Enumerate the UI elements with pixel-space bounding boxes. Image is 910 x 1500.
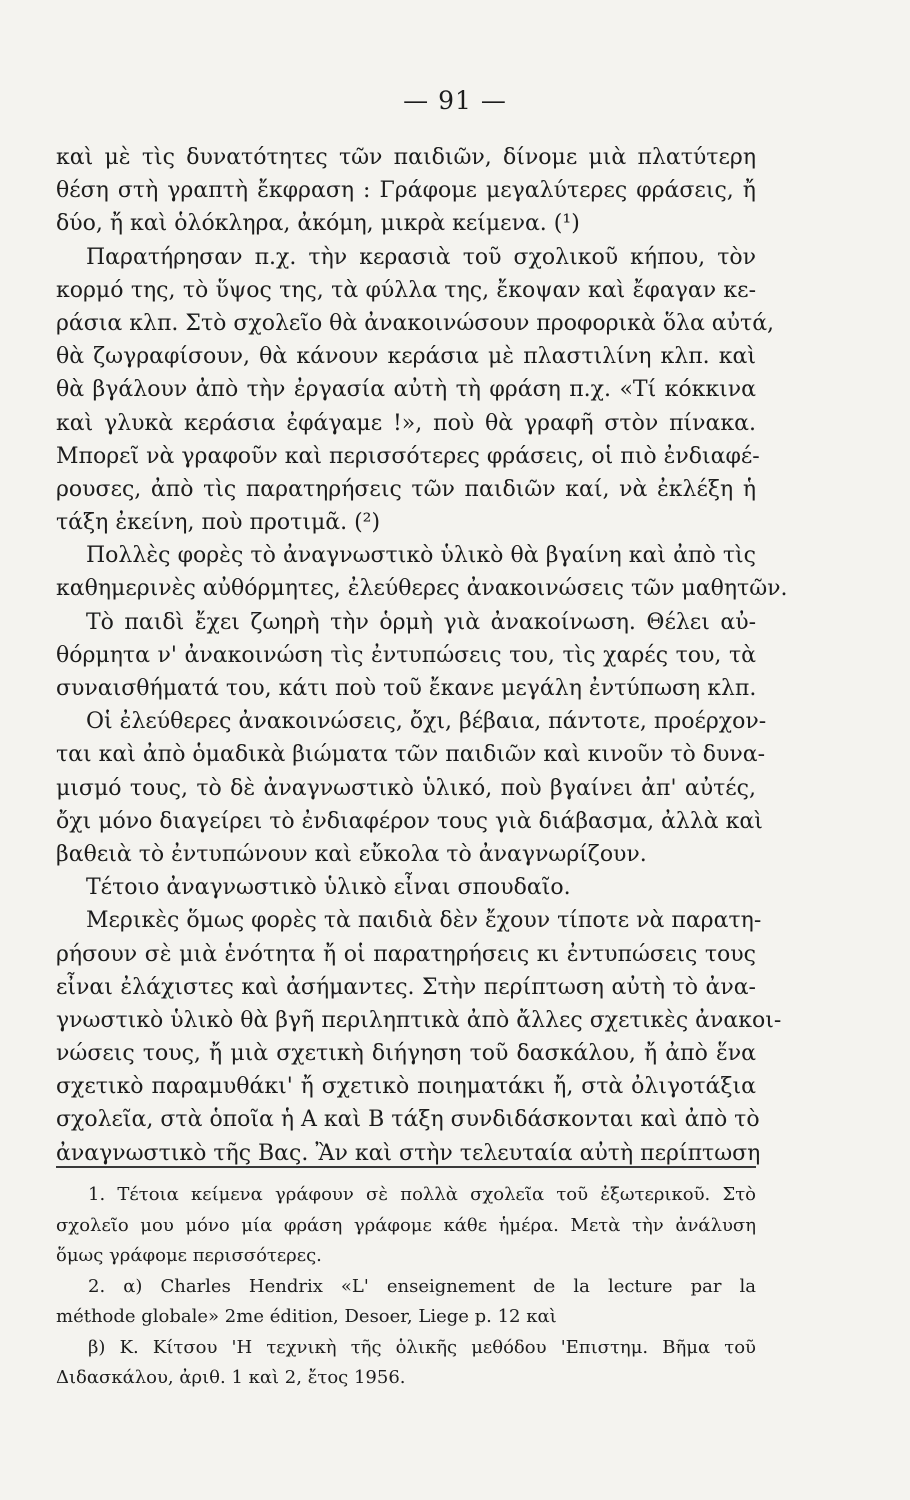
footnotes [56,1180,756,1394]
footnote-line: β) Κ. Κίτσου 'Η τεχνικὴ τῆς ὁλικῆς μεθόδου 'Επιστημ. Βῆμα τοῦ [88,1336,756,1358]
text-line: βαθειὰ τὸ ἐντυπώνουν καὶ εὔκολα τὸ ἀναγνωρίζουν. [56,841,647,867]
text-line: ὄχι μόνο διαγείρει τὸ ἐνδιαφέρον τους γιὰ διάβασμα, ἀλλὰ καὶ [56,808,763,834]
footnote-line: 1. Τέτοια κείμενα γράφουν σὲ πολλὰ σχολεῖα τοῦ ἐξωτερικοῦ. Στὸ [88,1184,756,1205]
text-line: Οἱ ἐλεύθερες ἀνακοινώσεις, ὄχι, βέβαια, πάντοτε, προέρχον- [86,709,767,735]
text-line: εἶναι ἐλάχιστες καὶ ἀσήμαντες. Στὴν περίπτωση αὐτὴ τὸ ἀνα- [56,974,756,1000]
text-line: γνωστικὸ ὑλικὸ θὰ βγῆ περιληπτικὰ ἀπὸ ἄλλες σχετικὲς ἀνακοι- [56,1007,782,1033]
text-line: Τέτοιο ἀναγνωστικὸ ὑλικὸ εἶναι σπουδαῖο. [86,875,571,901]
text-line: καθημερινὲς αὐθόρμητες, ἐλεύθερες ἀνακοινώσεις τῶν μαθητῶν. [56,576,788,602]
body-text [56,141,788,1170]
text-line: ται καὶ ἀπὸ ὁμαδικὰ βιώματα τῶν παιδιῶν καὶ κινοῦν τὸ δυνα- [56,742,766,768]
footnote-line: Διδασκάλου, ἀριθ. 1 καὶ 2, ἔτος 1956. [56,1367,406,1388]
footnote-line: 2. α) Charles Hendrix «L' enseignement de la lecture par la [88,1275,756,1297]
text-line: θέση στὴ γραπτὴ ἔκφραση : Γράφομε μεγαλύτερες φράσεις, ἤ [56,178,756,204]
text-line: θόρμητα ν' ἀνακοινώση τὶς ἐντυπώσεις του, τὶς χαρές του, τὰ [56,642,756,668]
text-line: μισμό τους, τὸ δὲ ἀναγνωστικὸ ὑλικό, ποὺ βγαίνει ἀπ' αὐτές, [56,775,756,801]
footnote-line: méthode globale» 2me édition, Desoer, Liege p. 12 καὶ [56,1306,557,1327]
text-line: καὶ μὲ τὶς δυνατότητες τῶν παιδιῶν, δίνομε μιὰ πλατύτερη [56,145,756,170]
text-line: ρήσουν σὲ μιὰ ἑνότητα ἤ οἱ παρατηρήσεις κι ἐντυπώσεις τους [56,941,756,967]
text-line: Παρατήρησαν π.χ. τὴν κερασιὰ τοῦ σχολικοῦ κήπου, τὸν [86,244,756,270]
text-line: τάξη ἐκείνη, ποὺ προτιμᾶ. (²) [56,510,381,536]
text-line: καὶ γλυκὰ κεράσια ἐφάγαμε !», ποὺ θὰ γραφῆ στὸν πίνακα. [56,410,756,436]
text-line: θὰ ζωγραφίσουν, θὰ κάνουν κεράσια μὲ πλαστιλίνη κλπ. καὶ [56,344,756,370]
text-line: Μερικὲς ὅμως φορὲς τὰ παιδιὰ δὲν ἔχουν τίποτε νὰ παρατη- [86,908,762,934]
footnote-divider [56,1166,756,1168]
text-line: κορμό της, τὸ ὕψος της, τὰ φύλλα της, ἔκοψαν καὶ ἔφαγαν κε- [56,277,756,303]
footnote-line: ὅμως γράφομε περισσότερες. [56,1245,322,1266]
text-line: Πολλὲς φορὲς τὸ ἀναγνωστικὸ ὑλικὸ θὰ βγαίνη καὶ ἀπὸ τὶς [86,543,756,569]
text-line: ράσια κλπ. Στὸ σχολεῖο θὰ ἀνακοινώσουν προφορικὰ ὅλα αὐτά, [56,310,775,336]
text-line: ρουσες, ἀπὸ τὶς παρατηρήσεις τῶν παιδιῶν καί, νὰ ἐκλέξη ἡ [56,476,756,502]
text-line: συναισθήματά του, κάτι ποὺ τοῦ ἔκανε μεγάλη ἐντύπωση κλπ. [56,676,757,701]
page-number: — 91 — [403,86,507,115]
text-line: νώσεις τους, ἤ μιὰ σχετικὴ διήγηση τοῦ δασκάλου, ἤ ἀπὸ ἕνα [56,1041,756,1067]
text-line: δύο, ἤ καὶ ὁλόκληρα, ἀκόμη, μικρὰ κείμενα. (¹) [56,211,580,237]
text-line: Τὸ παιδὶ ἔχει ζωηρὴ τὴν ὁρμὴ γιὰ ἀνακοίνωση. Θέλει αὐ- [86,609,756,635]
text-line: ἀναγνωστικὸ τῆς Βας. Ἂν καὶ στὴν τελευταία αὐτὴ περίπτωση [56,1140,761,1166]
text-line: σχολεῖα, στὰ ὁποῖα ἡ Α καὶ Β τάξη συνδιδάσκονται καὶ ἀπὸ τὸ [56,1107,760,1133]
text-line: σχετικὸ παραμυθάκι' ἤ σχετικὸ ποιηματάκι ἤ, στὰ ὀλιγοτάξια [56,1074,756,1100]
footnote-line: σχολεῖο μου μόνο μία φράση γράφομε κάθε ἡμέρα. Μετὰ τὴν ἀνάλυση [56,1214,756,1236]
text-line: Μπορεῖ νὰ γραφοῦν καὶ περισσότερες φράσεις, οἱ πιὸ ἐνδιαφέ- [56,443,760,469]
text-line: θὰ βγάλουν ἀπὸ τὴν ἐργασία αὐτὴ τὴ φράση π.χ. «Τί κόκκινα [56,377,756,403]
